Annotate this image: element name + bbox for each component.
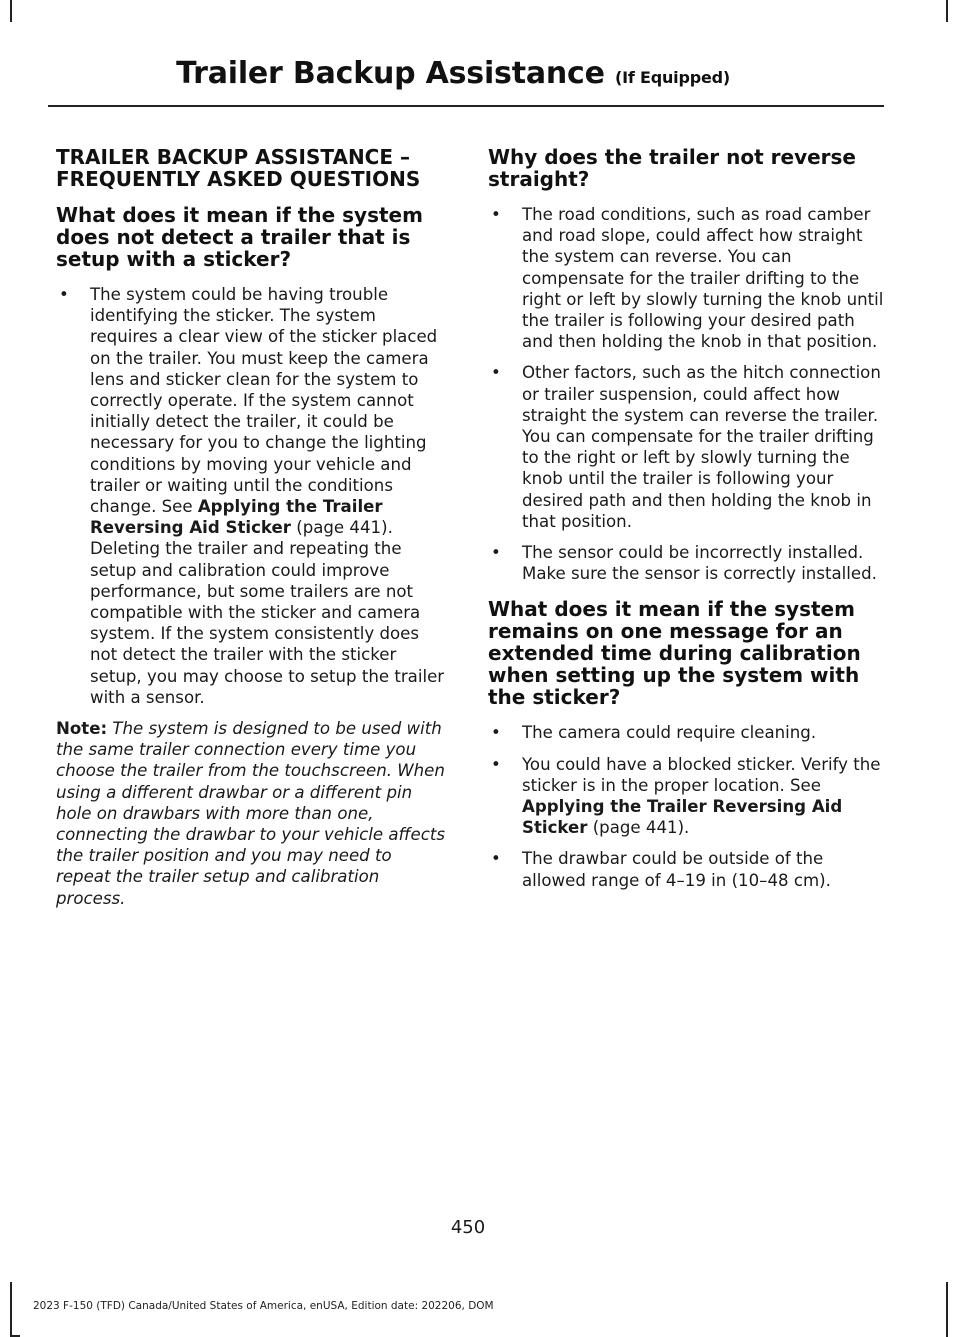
bullet-text: You could have a blocked sticker. Verify the sticker is in the proper location. See: [522, 754, 881, 795]
list-item: [488, 754, 884, 839]
crop-mark-bottom-right: [946, 1282, 948, 1337]
list-item: [488, 204, 884, 352]
left-column: [56, 146, 448, 909]
bullet-list-reverse: [488, 204, 884, 584]
list-item: [488, 362, 884, 532]
list-item: [488, 848, 884, 890]
list-item: [488, 722, 884, 743]
header-rule: [48, 105, 884, 107]
bullet-text: The drawbar could be outside of the allowed range of 4–19 in (10–48 cm).: [522, 849, 831, 890]
bullet-text-after: (page 441). Deleting the trailer and repeating the setup and calibration could improve performance, but some trailers are not compatible with the sticker and camera system. If the system consistently does not detect the trailer with the sticker setup, you may choose to setup the trailer with a sensor.: [90, 518, 445, 707]
bullet-text: The sensor could be incorrectly installed. Make sure the sensor is correctly installed.: [522, 543, 877, 584]
bullet-list: [56, 284, 448, 708]
crop-mark-top-left: [10, 0, 12, 22]
crop-mark-bottom-left: [10, 1282, 12, 1337]
header-title-text: Trailer Backup Assistance: [176, 56, 605, 91]
question-heading-reverse: Why does the trailer not reverse straight?: [488, 145, 856, 191]
bullet-text: Other factors, such as the hitch connection or trailer suspension, could affect how straight the system can reverse the trailer. You can compensate for the trailer drifting to the right or left by slowly turning the knob until the trailer is following your desired path and then holding the knob in that position.: [522, 363, 881, 531]
crop-mark-top-right: [946, 0, 948, 22]
note: [56, 718, 448, 909]
bullet-marker: •: [491, 205, 501, 224]
cross-reference-link[interactable]: Applying the Trailer Reversing Aid Sticker: [522, 797, 843, 838]
footer-edition-info: 2023 F-150 (TFD) Canada/United States of America, enUSA, Edition date: 202206, DOM: [33, 1300, 494, 1312]
cross-reference-link[interactable]: Applying the Trailer Reversing Aid Sticker: [90, 497, 383, 538]
bullet-list-calibration: [488, 722, 884, 890]
question-heading-calibration: What does it mean if the system remains on one message for an extended time during calibration when setting up the system with the sticker?: [488, 597, 861, 710]
list-item: [56, 284, 448, 708]
header-subtitle: (If Equipped): [615, 68, 730, 87]
bullet-marker: •: [491, 754, 501, 774]
bullet-marker: •: [491, 363, 501, 383]
bullet-marker: •: [59, 285, 69, 304]
bullet-marker: •: [491, 849, 501, 869]
question-heading: What does it mean if the system does not detect a trailer that is setup with a sticker?: [56, 203, 423, 271]
list-item: [488, 542, 884, 584]
bullet-marker: •: [491, 723, 501, 743]
page-number: 450: [450, 1217, 486, 1238]
bullet-text-after: (page 441).: [587, 818, 690, 838]
section-title: TRAILER BACKUP ASSISTANCE – FREQUENTLY ASKED QUESTIONS: [56, 145, 421, 191]
note-text: The system is designed to be used with the same trailer connection every time you choose the trailer from the touchscreen. When using a different drawbar or a different pin hole on drawbars with more than one, connecting the drawbar to your vehicle affects the trailer position and you may need to repeat the trailer setup and calibration process.: [56, 719, 446, 908]
bullet-marker: •: [491, 543, 501, 563]
note-label: Note:: [56, 719, 108, 739]
bullet-text: The road conditions, such as road camber and road slope, could affect how straight the system can reverse. You can compensate for the trailer drifting to the right or left by slowly turning the knob until the trailer is following your desired path and then holding the knob in that position.: [522, 205, 884, 352]
bullet-text: The system could be having trouble identifying the sticker. The system requires a clear view of the sticker placed on the trailer. You must keep the camera lens and sticker clean for the system to correctly operate. If the system cannot initially detect the trailer, it could be necessary for you to change the lighting conditions by moving your vehicle and trailer or waiting until the conditions change. See: [90, 285, 438, 517]
bullet-text: The camera could require cleaning.: [522, 723, 817, 743]
page-header-title: [176, 56, 730, 91]
right-column: [488, 146, 884, 901]
